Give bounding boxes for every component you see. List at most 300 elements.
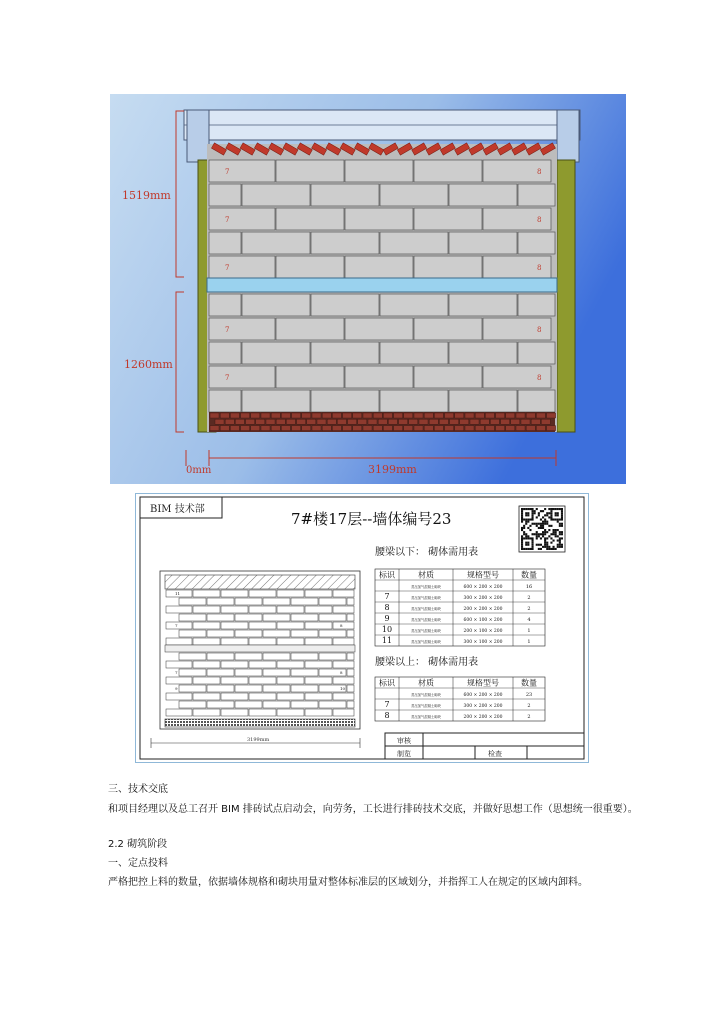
subheading-fixed-point-feeding: 一、定点投料 <box>108 858 168 869</box>
qr-module <box>540 525 542 527</box>
aac-block <box>449 294 517 316</box>
table-header-cell: 规格型号 <box>467 570 499 580</box>
cad-block <box>305 590 332 597</box>
solid-brick <box>256 419 265 424</box>
cad-block <box>193 622 220 629</box>
cad-block <box>193 709 220 716</box>
qr-module <box>544 540 546 542</box>
qr-module <box>532 508 534 510</box>
qr-module <box>561 514 563 516</box>
aac-block <box>276 318 344 340</box>
qr-module <box>521 512 523 514</box>
qr-module <box>561 525 563 527</box>
aac-block <box>242 184 310 206</box>
qr-module <box>532 512 534 514</box>
solid-brick <box>220 413 229 418</box>
solid-brick <box>297 419 306 424</box>
table-cell: 200 × 100 × 200 <box>463 629 503 634</box>
aac-block <box>311 342 379 364</box>
qr-module <box>523 533 525 535</box>
solid-brick <box>363 413 372 418</box>
qr-module <box>534 510 536 512</box>
cad-block <box>333 661 354 668</box>
solid-brick <box>450 419 459 424</box>
qr-module <box>529 529 531 531</box>
solid-brick <box>332 426 341 431</box>
solid-brick <box>348 419 357 424</box>
cad-block <box>305 693 332 700</box>
qr-module <box>557 514 559 516</box>
qr-module <box>550 508 552 510</box>
solid-brick <box>225 419 234 424</box>
cad-block <box>263 669 290 676</box>
cad-block <box>305 677 332 684</box>
qr-module <box>538 548 540 550</box>
solid-brick <box>241 413 250 418</box>
aac-block <box>209 208 275 230</box>
aac-block <box>449 342 517 364</box>
qr-module <box>561 512 563 514</box>
qr-module <box>536 523 538 525</box>
qr-module <box>527 544 529 546</box>
cad-block <box>193 606 220 613</box>
block-tag-8: 8 <box>537 216 542 224</box>
qr-module <box>548 508 550 510</box>
table-cell: 300 × 100 × 200 <box>463 640 503 645</box>
qr-module <box>521 544 523 546</box>
solid-brick <box>485 426 494 431</box>
aac-block <box>449 184 517 206</box>
qr-module <box>550 510 552 512</box>
table-cell: 7 <box>384 700 390 709</box>
qr-module <box>559 544 561 546</box>
solid-brick <box>521 419 530 424</box>
solid-brick <box>358 419 367 424</box>
table-cell: 600 × 100 × 200 <box>463 618 503 623</box>
solid-brick <box>445 426 454 431</box>
cad-block <box>305 606 332 613</box>
solid-brick <box>292 413 301 418</box>
table-cell: 2 <box>527 703 531 709</box>
qr-module <box>546 521 548 523</box>
solid-brick <box>526 426 535 431</box>
qr-module <box>521 537 523 539</box>
qr-module <box>553 519 555 521</box>
cad-block <box>333 590 354 597</box>
qr-module <box>559 533 561 535</box>
qr-module <box>561 544 563 546</box>
solid-brick <box>241 426 250 431</box>
solid-brick <box>235 419 244 424</box>
cad-block <box>235 630 262 637</box>
cad-block <box>347 630 354 637</box>
aac-block <box>414 208 482 230</box>
table-header-cell: 规格型号 <box>467 678 499 688</box>
cad-block <box>179 630 206 637</box>
aac-block <box>414 160 482 182</box>
solid-brick <box>475 413 484 418</box>
paragraph-briefing: 和项目经理以及总工召开 BIM 排砖试点启动会，向劳务，工长进行排砖技术交底，并做好思想工作（思想统一很重要）。 <box>108 804 638 815</box>
cad-block <box>333 622 354 629</box>
cad-block <box>193 661 220 668</box>
aac-block <box>380 184 448 206</box>
cad-block <box>291 598 318 605</box>
qr-module <box>527 521 529 523</box>
qr-module <box>542 521 544 523</box>
table-cell: 2 <box>527 606 531 612</box>
qr-module <box>538 544 540 546</box>
cad-block <box>249 661 276 668</box>
solid-brick <box>261 426 270 431</box>
left-column-cap <box>187 110 209 162</box>
table-cell: 300 × 200 × 200 <box>463 596 503 601</box>
cad-block <box>263 614 290 621</box>
aac-block <box>518 232 555 254</box>
qr-module <box>550 537 552 539</box>
qr-module <box>538 523 540 525</box>
solid-brick <box>327 419 336 424</box>
solid-brick <box>251 426 260 431</box>
cad-block <box>221 638 248 645</box>
cad-block <box>347 614 354 621</box>
solid-brick <box>230 426 239 431</box>
solid-brick <box>378 419 387 424</box>
cad-block <box>277 693 304 700</box>
solid-brick <box>276 419 285 424</box>
solid-brick <box>480 419 489 424</box>
qr-module <box>561 523 563 525</box>
qr-module <box>532 510 534 512</box>
cad-block <box>277 709 304 716</box>
solid-brick <box>445 413 454 418</box>
table-cell: 200 × 200 × 200 <box>463 607 503 612</box>
table-frame <box>375 569 545 646</box>
cad-block-tag: 9 <box>175 686 178 691</box>
table-header-cell: 材质 <box>418 678 434 688</box>
solid-brick <box>373 413 382 418</box>
dim-width-label: 3199mm <box>368 463 417 476</box>
aac-block <box>209 160 275 182</box>
cad-block <box>291 653 318 660</box>
solid-brick <box>506 413 515 418</box>
qr-module <box>521 529 523 531</box>
qr-module <box>559 525 561 527</box>
qr-module <box>557 521 559 523</box>
solid-brick <box>394 426 403 431</box>
qr-module <box>542 525 544 527</box>
solid-brick <box>460 419 469 424</box>
qr-module <box>525 542 527 544</box>
cad-block <box>333 606 354 613</box>
solid-brick <box>312 413 321 418</box>
cad-block <box>166 622 192 629</box>
qr-module <box>555 519 557 521</box>
table-below-waist-beam <box>375 569 545 646</box>
aac-block <box>209 294 241 316</box>
dept-label: BIM 技术部 <box>150 504 205 515</box>
qr-module <box>553 540 555 542</box>
qr-module <box>529 525 531 527</box>
qr-module <box>527 548 529 550</box>
cad-wall-elevation <box>151 571 360 748</box>
cad-block <box>166 693 192 700</box>
qr-module <box>544 542 546 544</box>
solid-brick <box>286 419 295 424</box>
table-cell: 蒸压加气混凝土砌块 <box>411 704 441 708</box>
qr-module <box>521 546 523 548</box>
solid-brick <box>414 426 423 431</box>
qr-module <box>548 535 550 537</box>
solid-brick <box>404 413 413 418</box>
qr-module <box>521 510 523 512</box>
solid-brick <box>312 426 321 431</box>
wall-cad-drawing <box>135 493 589 763</box>
block-tag-7: 7 <box>225 374 230 382</box>
qr-module <box>525 544 527 546</box>
cad-block <box>249 693 276 700</box>
solid-brick <box>343 413 352 418</box>
cad-block-tag: 11 <box>175 591 181 596</box>
qr-module <box>523 525 525 527</box>
qr-module <box>534 533 536 535</box>
solid-brick <box>383 413 392 418</box>
qr-module <box>536 544 538 546</box>
table-cell: 200 × 200 × 200 <box>463 715 503 720</box>
qr-module <box>532 533 534 535</box>
cad-block <box>221 622 248 629</box>
qr-module <box>527 537 529 539</box>
cad-block <box>221 606 248 613</box>
block-tag-7: 7 <box>225 168 230 176</box>
cad-block-tag: 10 <box>340 686 346 691</box>
qr-module <box>548 516 550 518</box>
cad-block <box>221 677 248 684</box>
aac-block <box>311 390 379 412</box>
solid-brick <box>210 426 219 431</box>
solid-brick <box>230 413 239 418</box>
solid-brick <box>307 419 316 424</box>
table-cell: 11 <box>381 636 393 645</box>
cad-block <box>305 622 332 629</box>
solid-brick <box>317 419 326 424</box>
qr-module <box>538 535 540 537</box>
qr-module <box>559 531 561 533</box>
qr-code <box>519 506 565 552</box>
cad-block <box>291 701 318 708</box>
qr-module <box>559 540 561 542</box>
cad-block <box>235 598 262 605</box>
qr-module <box>557 544 559 546</box>
qr-module <box>532 523 534 525</box>
table-cell: 10 <box>381 625 393 634</box>
solid-brick <box>516 426 525 431</box>
table-above-waist-beam <box>375 677 545 721</box>
solid-brick <box>353 413 362 418</box>
qr-module <box>559 523 561 525</box>
solid-brick <box>516 413 525 418</box>
cad-block <box>277 590 304 597</box>
qr-module <box>557 512 559 514</box>
table-cell: 8 <box>384 711 390 720</box>
signoff-box <box>385 733 584 759</box>
qr-module <box>561 510 563 512</box>
cad-block <box>347 701 354 708</box>
table-cell: 1 <box>527 628 531 634</box>
cad-block <box>249 677 276 684</box>
qr-module <box>525 521 527 523</box>
qr-module <box>525 535 527 537</box>
qr-module <box>553 548 555 550</box>
solid-brick <box>424 426 433 431</box>
cad-block-tag: 7 <box>175 623 178 628</box>
cad-block <box>249 606 276 613</box>
qr-module <box>544 508 546 510</box>
qr-module <box>532 546 534 548</box>
cad-block <box>235 701 262 708</box>
qr-module <box>544 514 546 516</box>
table-header-cell: 数量 <box>521 678 537 688</box>
cad-block <box>207 653 234 660</box>
qr-module <box>550 516 552 518</box>
qr-module <box>555 533 557 535</box>
solid-brick <box>322 426 331 431</box>
solid-brick <box>414 413 423 418</box>
qr-module <box>536 535 538 537</box>
table-cell: 蒸压加气混凝土砌块 <box>411 585 441 589</box>
drawing-title: 7#楼17层--墙体编号23 <box>291 510 452 528</box>
qr-module <box>542 546 544 548</box>
table1-caption: 腰梁以下： 砌体需用表 <box>375 547 479 558</box>
qr-module <box>546 537 548 539</box>
cad-block <box>221 709 248 716</box>
solid-brick <box>337 419 346 424</box>
cad-block <box>347 685 354 692</box>
section-heading-technical-briefing: 三、技术交底 <box>108 784 168 795</box>
qr-module <box>521 527 523 529</box>
solid-brick <box>439 419 448 424</box>
solid-brick <box>271 426 280 431</box>
table-cell: 2 <box>527 714 531 720</box>
cad-dim-width: 3199mm <box>247 737 270 743</box>
qr-module <box>553 508 555 510</box>
qr-module <box>521 548 523 550</box>
solid-brick <box>281 426 290 431</box>
qr-module <box>544 529 546 531</box>
qr-module <box>534 512 536 514</box>
qr-module <box>559 519 561 521</box>
qr-module <box>546 514 548 516</box>
qr-module <box>557 529 559 531</box>
aac-block <box>311 294 379 316</box>
signoff-drafted: 制览 <box>397 750 411 758</box>
cad-block <box>305 709 332 716</box>
qr-module <box>542 531 544 533</box>
cad-block <box>347 598 354 605</box>
aac-block <box>209 342 241 364</box>
table-cell: 300 × 200 × 200 <box>463 704 503 709</box>
cad-block <box>347 653 354 660</box>
qr-module <box>532 537 534 539</box>
qr-module <box>540 523 542 525</box>
qr-module <box>529 508 531 510</box>
solid-brick <box>455 413 464 418</box>
cad-block <box>179 598 206 605</box>
cad-block <box>179 653 206 660</box>
cad-block <box>179 614 206 621</box>
cad-block <box>319 653 346 660</box>
aac-block <box>209 184 241 206</box>
solid-brick <box>536 413 545 418</box>
qr-module <box>532 542 534 544</box>
aac-block <box>345 366 413 388</box>
table-cell: 蒸压加气混凝土砌块 <box>411 629 441 633</box>
cad-block <box>235 669 262 676</box>
qr-module <box>536 525 538 527</box>
table-cell: 4 <box>527 617 531 623</box>
qr-module <box>542 527 544 529</box>
cad-block <box>263 685 290 692</box>
aac-block <box>518 390 555 412</box>
aac-block <box>242 232 310 254</box>
qr-module <box>555 512 557 514</box>
qr-module <box>559 542 561 544</box>
qr-module <box>557 508 559 510</box>
cad-block <box>291 669 318 676</box>
qr-module <box>527 508 529 510</box>
aac-block <box>242 342 310 364</box>
qr-module <box>548 525 550 527</box>
aac-block <box>518 294 555 316</box>
solid-brick <box>292 426 301 431</box>
table-cell: 600 × 200 × 200 <box>463 585 503 590</box>
qr-module <box>536 516 538 518</box>
cad-block <box>249 622 276 629</box>
aac-block <box>345 160 413 182</box>
qr-module <box>536 537 538 539</box>
qr-module <box>553 546 555 548</box>
qr-module <box>544 519 546 521</box>
solid-brick <box>394 413 403 418</box>
cad-waist-beam <box>165 645 355 652</box>
qr-module <box>536 533 538 535</box>
qr-module <box>555 529 557 531</box>
qr-module <box>544 544 546 546</box>
qr-module <box>525 523 527 525</box>
qr-module <box>544 531 546 533</box>
qr-module <box>527 535 529 537</box>
cad-block <box>291 614 318 621</box>
qr-module <box>540 510 542 512</box>
qr-module <box>561 516 563 518</box>
solid-brick <box>465 426 474 431</box>
dim-top-label: 1519mm <box>122 189 171 202</box>
aac-block <box>449 390 517 412</box>
qr-module <box>527 542 529 544</box>
aac-block <box>276 256 344 278</box>
qr-module <box>555 508 557 510</box>
cad-block <box>235 685 262 692</box>
solid-brick <box>419 419 428 424</box>
aac-block <box>414 256 482 278</box>
cad-block <box>319 630 346 637</box>
qr-module <box>548 529 550 531</box>
qr-module <box>523 548 525 550</box>
cad-block <box>166 638 192 645</box>
table-cell: 蒸压加气混凝土砌块 <box>411 618 441 622</box>
cad-block-tag: 7 <box>175 670 178 675</box>
aac-block <box>380 294 448 316</box>
qr-module <box>532 540 534 542</box>
